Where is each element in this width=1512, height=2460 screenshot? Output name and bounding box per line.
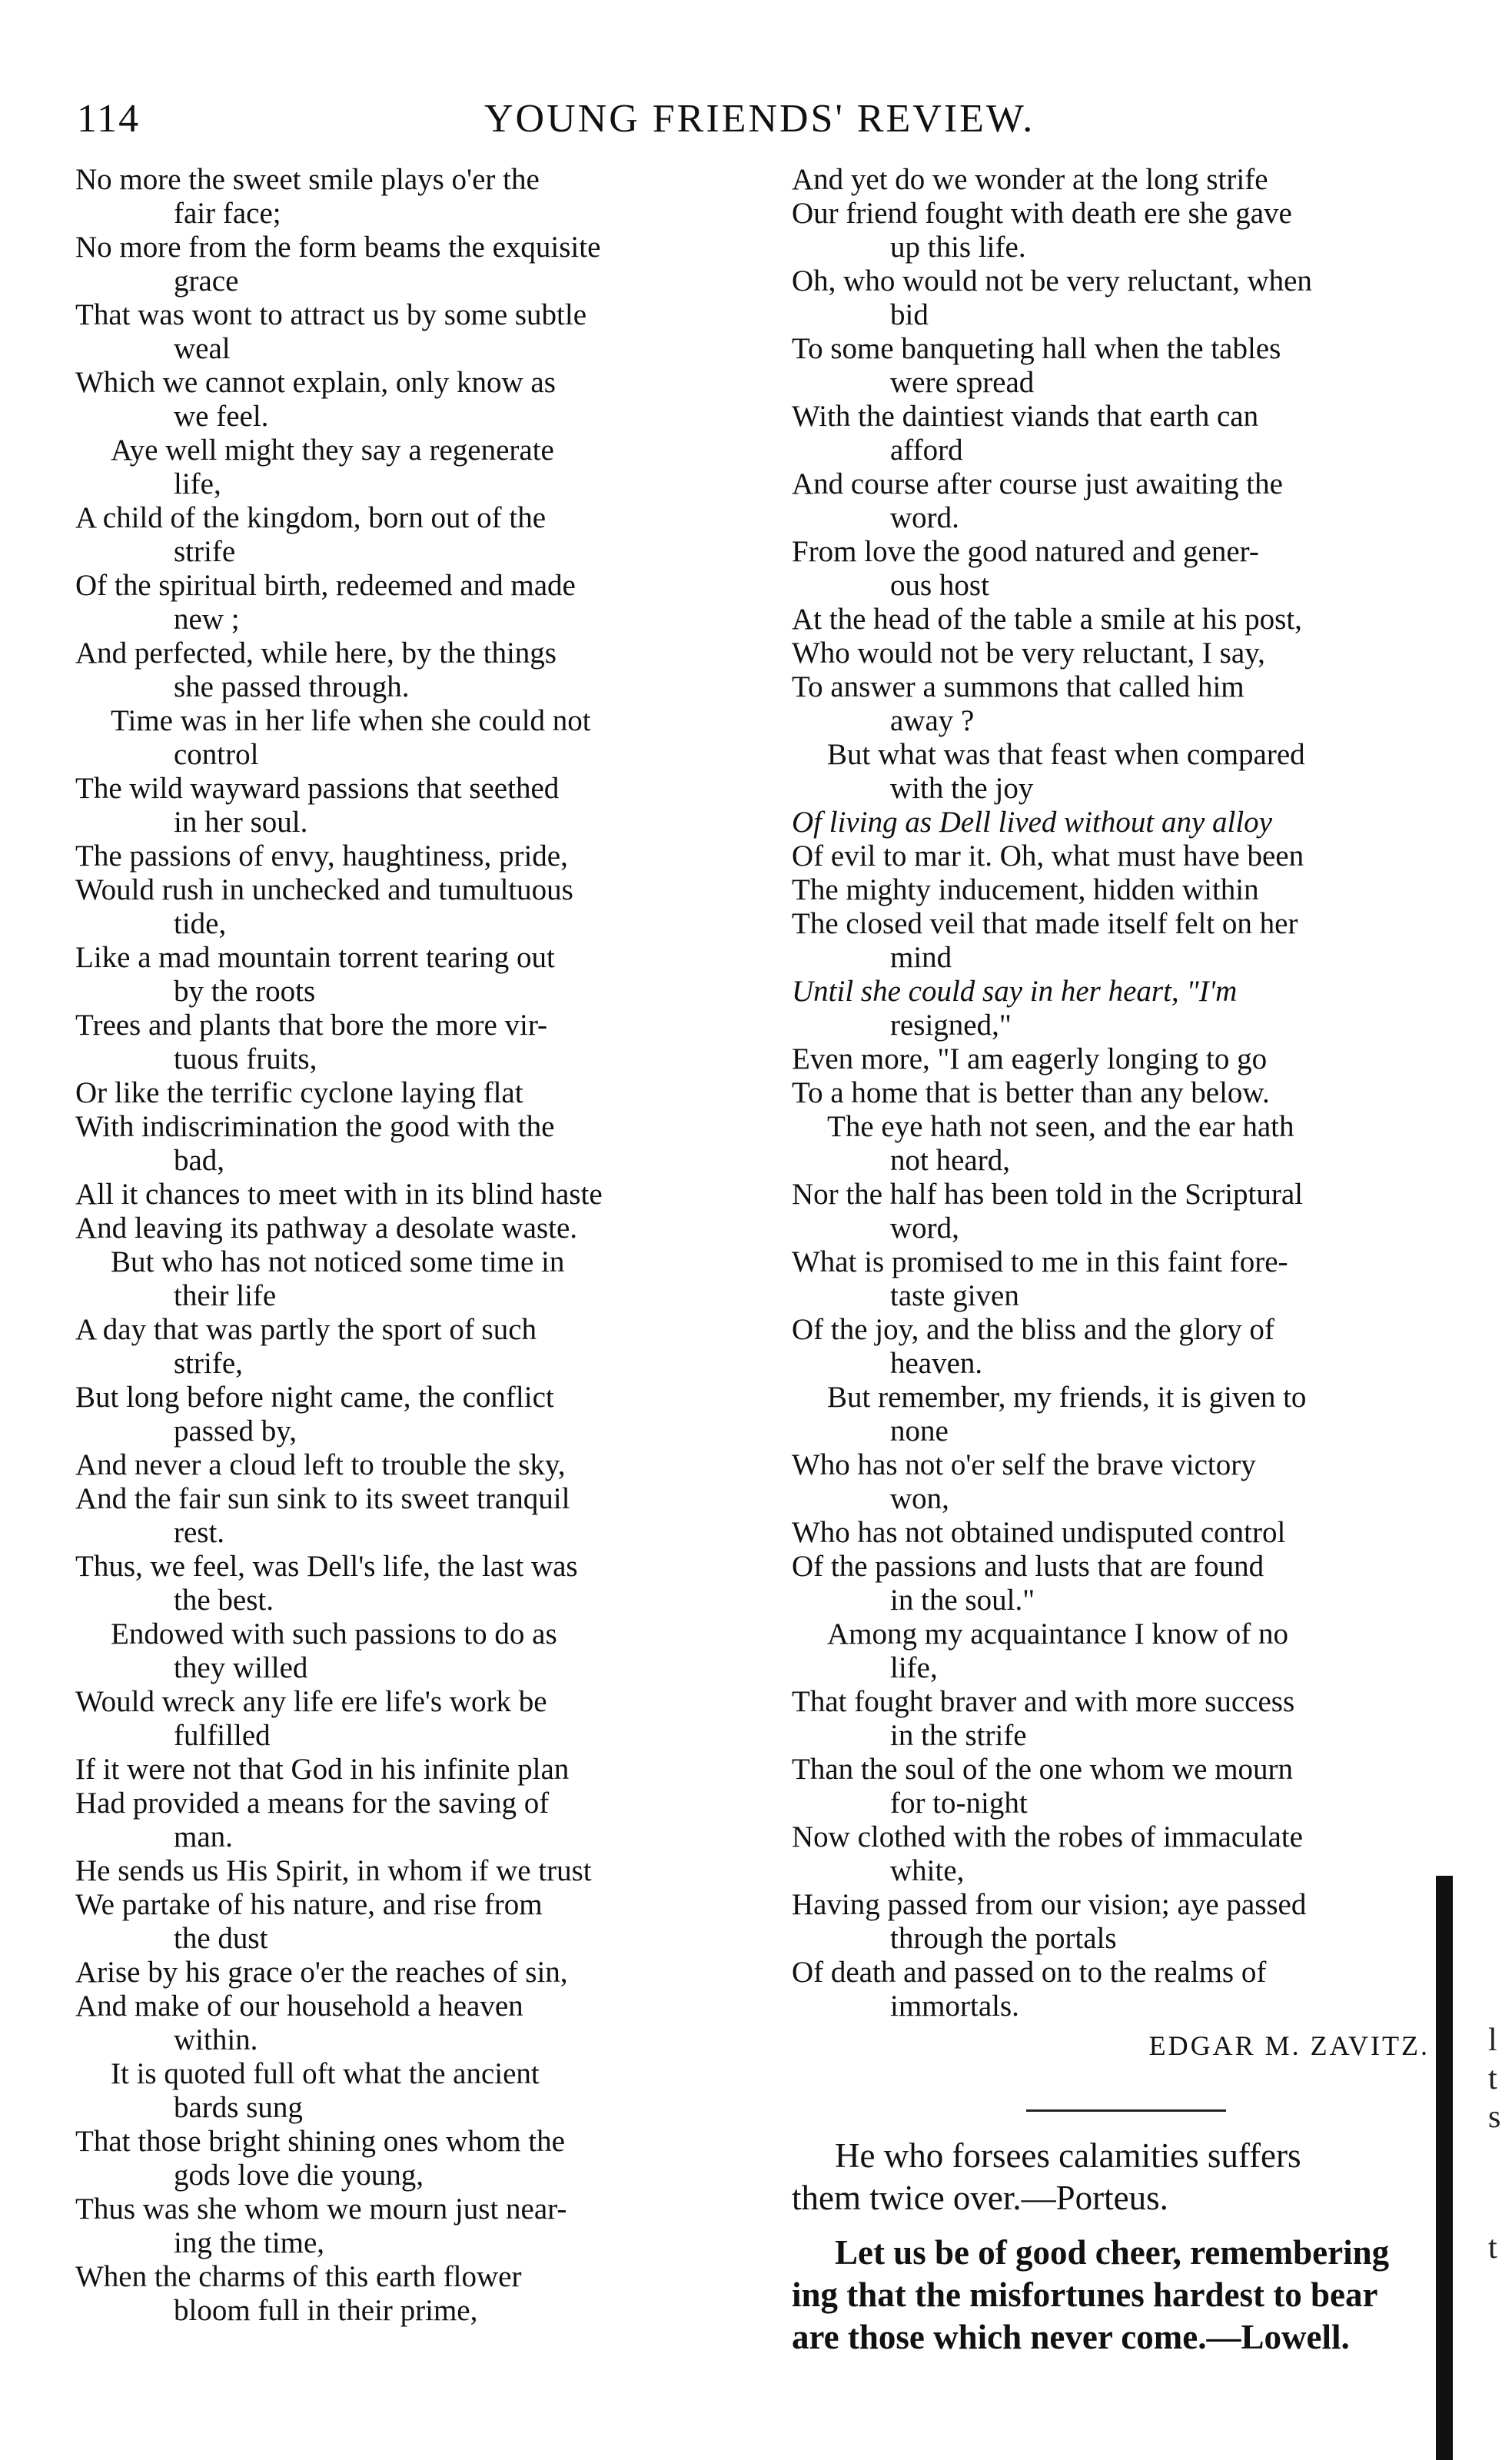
poem-line: But what was that feast when compared bbox=[827, 738, 1305, 771]
poem-line: When the charms of this earth flower bbox=[75, 2260, 522, 2293]
poem-line: And perfected, while here, by the things bbox=[75, 637, 557, 670]
poem-line: Now clothed with the robes of immaculate bbox=[792, 1820, 1303, 1853]
poem-line: fulfilled bbox=[174, 1719, 271, 1752]
poem-line: they willed bbox=[174, 1651, 308, 1684]
poem-line: Like a mad mountain torrent tearing out bbox=[75, 941, 555, 974]
poem-line: He sends us His Spirit, in whom if we trust bbox=[75, 1854, 592, 1887]
poem-line: And the fair sun sink to its sweet tranquil bbox=[75, 1482, 570, 1515]
poem-line: Of the spiritual birth, redeemed and made bbox=[75, 569, 576, 602]
poem-line: won, bbox=[890, 1482, 949, 1515]
poem-line: Our friend fought with death ere she gave bbox=[792, 197, 1292, 230]
poem-left-column bbox=[75, 163, 752, 2328]
poem-line: for to-night bbox=[890, 1787, 1028, 1820]
poem-line: The passions of envy, haughtiness, pride, bbox=[75, 839, 568, 873]
edge-mark: t bbox=[1488, 2230, 1497, 2266]
poem-line: new ; bbox=[174, 603, 240, 636]
poem-line: But who has not noticed some time in bbox=[111, 1245, 565, 1278]
poem-line: That fought braver and with more success bbox=[792, 1685, 1295, 1718]
right-column bbox=[792, 163, 1460, 2371]
edge-mark: s bbox=[1488, 2099, 1501, 2135]
poem-right-column bbox=[792, 163, 1460, 2023]
poem-line: It is quoted full oft what the ancient bbox=[111, 2057, 540, 2090]
poem-line: white, bbox=[890, 1854, 965, 1887]
poem-line: Trees and plants that bore the more vir- bbox=[75, 1009, 548, 1042]
section-divider bbox=[1026, 2109, 1226, 2112]
poem-line: Thus, we feel, was Dell's life, the last was bbox=[75, 1550, 578, 1583]
poem-line: bad, bbox=[174, 1144, 225, 1177]
poem-line: in the soul." bbox=[890, 1584, 1035, 1617]
poem-line: strife, bbox=[174, 1347, 243, 1380]
poem-line: The eye hath not seen, and the ear hath bbox=[827, 1110, 1294, 1143]
journal-title: YOUNG FRIENDS' REVIEW. bbox=[484, 97, 1035, 141]
edge-mark: t bbox=[1488, 2061, 1497, 2096]
poem-line: Aye well might they say a regenerate bbox=[111, 434, 554, 467]
poem-line: But long before night came, the conflict bbox=[75, 1381, 554, 1414]
poem-line: grace bbox=[174, 264, 239, 298]
poem-line: none bbox=[890, 1414, 949, 1448]
poem-line: strife bbox=[174, 535, 236, 568]
poem-line: Oh, who would not be very reluctant, when bbox=[792, 264, 1312, 298]
poem-line: No more from the form beams the exquisite bbox=[75, 231, 601, 264]
poem-line: Or like the terrific cyclone laying flat bbox=[75, 1076, 523, 1109]
poem-line: tuous fruits, bbox=[174, 1042, 317, 1075]
poem-line: The wild wayward passions that seethed bbox=[75, 772, 560, 805]
poem-line: Who has not obtained undisputed control bbox=[792, 1516, 1286, 1549]
poem-line: bloom full in their prime, bbox=[174, 2294, 478, 2327]
poem-line: the best. bbox=[174, 1584, 274, 1617]
quote-line: ing that the misfortunes hardest to bear bbox=[792, 2276, 1378, 2314]
quotes-section bbox=[792, 2135, 1460, 2359]
poem-line: word. bbox=[890, 501, 959, 534]
poem-line: taste given bbox=[890, 1279, 1019, 1312]
poem-line: From love the good natured and gener- bbox=[792, 535, 1259, 568]
poem-line: we feel. bbox=[174, 400, 269, 433]
poem-line: life, bbox=[174, 467, 221, 500]
poem-line: Which we cannot explain, only know as bbox=[75, 366, 556, 399]
page-header bbox=[77, 96, 1445, 158]
poem-line: And make of our household a heaven bbox=[75, 1990, 523, 2023]
poem-line: Arise by his grace o'er the reaches of sin, bbox=[75, 1956, 568, 1989]
poem-line: Of death and passed on to the realms of bbox=[792, 1956, 1267, 1989]
poem-line: Would rush in unchecked and tumultuous bbox=[75, 873, 573, 906]
poem-line: With indiscrimination the good with the bbox=[75, 1110, 555, 1143]
poem-line: weal bbox=[174, 332, 231, 365]
poem-line: gods love die young, bbox=[174, 2159, 424, 2192]
poem-line: their life bbox=[174, 1279, 277, 1312]
poem-line: All it chances to meet with in its blind haste bbox=[75, 1178, 603, 1211]
poem-line: man. bbox=[174, 1820, 233, 1853]
poem-line: We partake of his nature, and rise from bbox=[75, 1888, 543, 1921]
poem-line: resigned," bbox=[890, 1009, 1012, 1042]
poem-line: But remember, my friends, it is given to bbox=[827, 1381, 1307, 1414]
poem-line: Had provided a means for the saving of bbox=[75, 1787, 550, 1820]
poem-line: To some banqueting hall when the tables bbox=[792, 332, 1281, 365]
poem-line: with the joy bbox=[890, 772, 1034, 805]
poem-line: heaven. bbox=[890, 1347, 983, 1380]
poem-line: Of evil to mar it. Oh, what must have been bbox=[792, 839, 1304, 873]
poem-line: Thus was she whom we mourn just near- bbox=[75, 2192, 567, 2226]
poem-line: bid bbox=[890, 298, 929, 331]
poem-line: Endowed with such passions to do as bbox=[111, 1617, 557, 1651]
poem-line: Of living as Dell lived without any alloy bbox=[792, 806, 1272, 839]
poem-line: were spread bbox=[890, 366, 1035, 399]
poem-line: Who would not be very reluctant, I say, bbox=[792, 637, 1265, 670]
quote-line: Let us be of good cheer, remembering bbox=[835, 2233, 1390, 2272]
poem-line: in the strife bbox=[890, 1719, 1027, 1752]
poem-line: Would wreck any life ere life's work be bbox=[75, 1685, 547, 1718]
poem-line: And course after course just awaiting the bbox=[792, 467, 1283, 500]
poem-line: by the roots bbox=[174, 975, 316, 1008]
poem-line: That those bright shining ones whom the bbox=[75, 2125, 565, 2158]
author-signature: EDGAR M. ZAVITZ. bbox=[1148, 2030, 1430, 2061]
quote-line: are those which never come.—Lowell. bbox=[792, 2318, 1350, 2356]
poem-line: And never a cloud left to trouble the sky, bbox=[75, 1448, 566, 1481]
poem-line: up this life. bbox=[890, 231, 1026, 264]
poem-line: Who has not o'er self the brave victory bbox=[792, 1448, 1256, 1481]
poem-line: control bbox=[174, 738, 259, 771]
poem-line: A day that was partly the sport of such bbox=[75, 1313, 537, 1346]
poem-line: And leaving its pathway a desolate waste. bbox=[75, 1212, 578, 1245]
poem-line: not heard, bbox=[890, 1144, 1010, 1177]
quote-line: them twice over.—Porteus. bbox=[792, 2179, 1168, 2217]
page-number: 114 bbox=[77, 97, 141, 141]
poem-line: afford bbox=[890, 434, 963, 467]
poem-line: life, bbox=[890, 1651, 938, 1684]
poem-line: the dust bbox=[174, 1922, 268, 1955]
poem-line: Of the passions and lusts that are found bbox=[792, 1550, 1264, 1583]
poem-line: With the daintiest viands that earth can bbox=[792, 400, 1259, 433]
poem-line: No more the sweet smile plays o'er the bbox=[75, 163, 540, 196]
poem-line: bards sung bbox=[174, 2091, 303, 2124]
poem-line: through the portals bbox=[890, 1922, 1117, 1955]
poem-line: she passed through. bbox=[174, 670, 410, 703]
poem-line: Than the soul of the one whom we mourn bbox=[792, 1753, 1294, 1786]
poem-line: Having passed from our vision; aye passed bbox=[792, 1888, 1307, 1921]
page-edge-shadow bbox=[1436, 1876, 1453, 2460]
quote-block bbox=[792, 2232, 1460, 2359]
poem-line: What is promised to me in this faint fore- bbox=[792, 1245, 1288, 1278]
poem-line: The mighty inducement, hidden within bbox=[792, 873, 1259, 906]
quote-block bbox=[792, 2135, 1460, 2219]
poem-line: To a home that is better than any below. bbox=[792, 1076, 1270, 1109]
poem-line: A child of the kingdom, born out of the bbox=[75, 501, 547, 534]
poem-line: Even more, "I am eagerly longing to go bbox=[792, 1042, 1268, 1075]
edge-mark: l bbox=[1488, 2023, 1497, 2058]
poem-line: Among my acquaintance I know of no bbox=[827, 1617, 1289, 1651]
poem-line: Time was in her life when she could not bbox=[111, 704, 591, 737]
poem-line: At the head of the table a smile at his post, bbox=[792, 603, 1302, 636]
poem-line: in her soul. bbox=[174, 806, 308, 839]
quote-line: He who forsees calamities suffers bbox=[835, 2136, 1301, 2175]
poem-line: Until she could say in her heart, "I'm bbox=[792, 975, 1238, 1008]
poem-line: within. bbox=[174, 2023, 258, 2056]
poem-line: rest. bbox=[174, 1516, 225, 1549]
poem-line: away ? bbox=[890, 704, 975, 737]
poem-line: passed by, bbox=[174, 1414, 297, 1448]
poem-line: To answer a summons that called him bbox=[792, 670, 1244, 703]
poem-line: word, bbox=[890, 1212, 959, 1245]
poem-line: ous host bbox=[890, 569, 989, 602]
poem-line: Of the joy, and the bliss and the glory of bbox=[792, 1313, 1274, 1346]
poem-line: fair face; bbox=[174, 197, 281, 230]
poem-line: tide, bbox=[174, 907, 227, 940]
poem-line: Nor the half has been told in the Scriptural bbox=[792, 1178, 1303, 1211]
poem-line: The closed veil that made itself felt on her bbox=[792, 907, 1298, 940]
poem-line: immortals. bbox=[890, 1990, 1019, 2023]
poem-line: mind bbox=[890, 941, 952, 974]
poem-line: And yet do we wonder at the long strife bbox=[792, 163, 1268, 196]
poem-line: That was wont to attract us by some subtle bbox=[75, 298, 587, 331]
poem-line: If it were not that God in his infinite plan bbox=[75, 1753, 570, 1786]
poem-line: ing the time, bbox=[174, 2226, 325, 2259]
